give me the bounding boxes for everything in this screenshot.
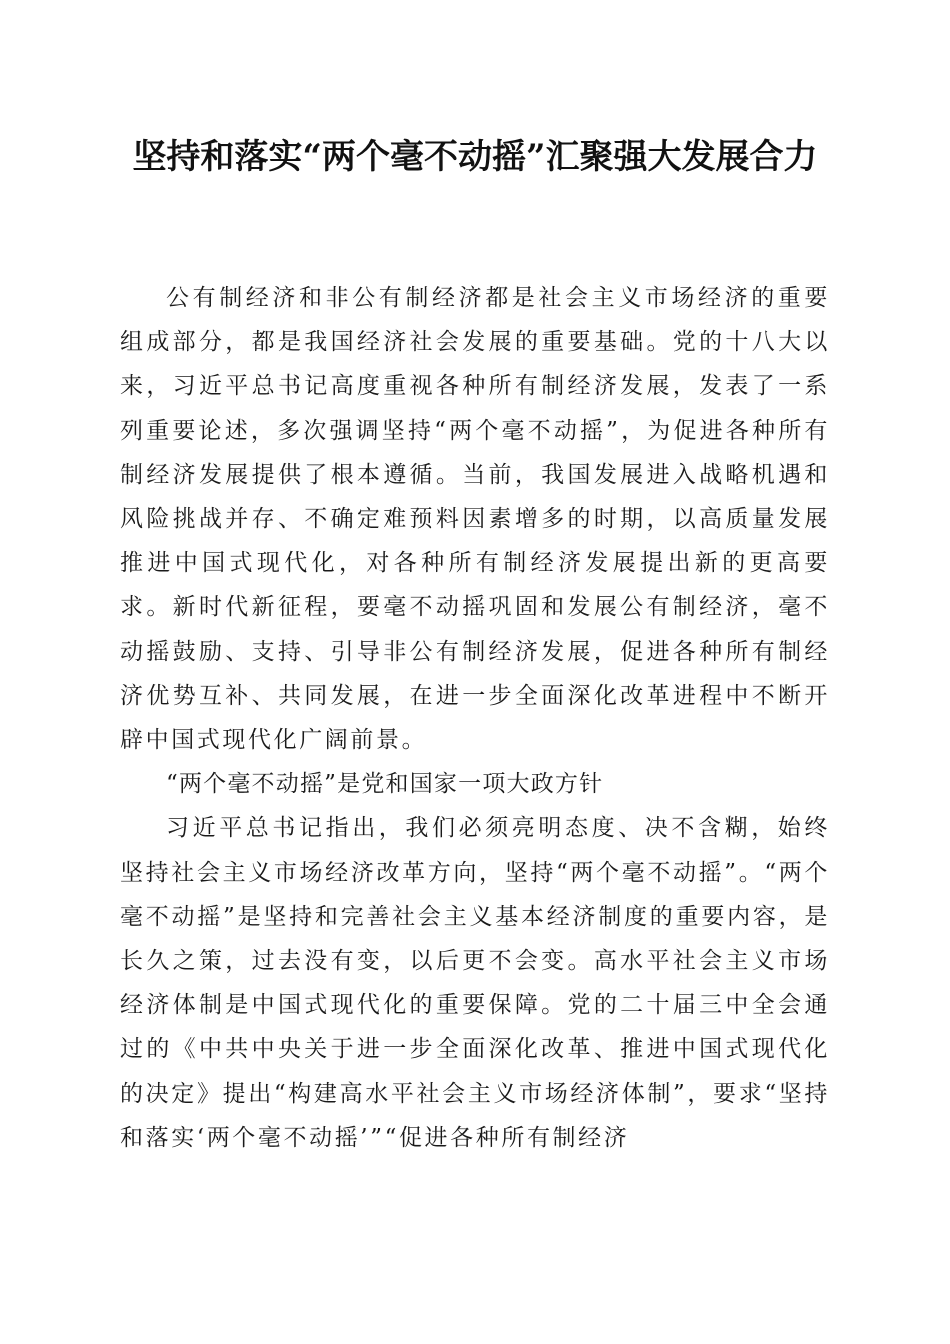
section-heading: “两个毫不动摇”是党和国家一项大政方针 xyxy=(166,771,604,798)
document-body xyxy=(120,276,830,1160)
paragraph-section-1: 习近平总书记指出，我们必须亮明态度、决不含糊，始终坚持社会主义市场经济改革方向，坚持“两个毫不动摇”。“两个毫不动摇”是坚持和完善社会主义基本经济制度的重要内容，是长久之策，过去没有变，以后更不会变。高水平社会主义市场经济体制是中国式现代化的重要保障。党的二十届三中全会通过的《中共中央关于进一步全面深化改革、推进中国式现代化的决定》提出“构建高水平社会主义市场经济体制”，要求“坚持和落实‘两个毫不动摇’”“促进各种所有制经济 xyxy=(120,815,830,1151)
paragraph-intro: 公有制经济和非公有制经济都是社会主义市场经济的重要组成部分，都是我国经济社会发展的重要基础。党的十八大以来，习近平总书记高度重视各种所有制经济发展，发表了一系列重要论述，多次强调坚持“两个毫不动摇”，为促进各种所有制经济发展提供了根本遵循。当前，我国发展进入战略机遇和风险挑战并存、不确定难预料因素增多的时期，以高质量发展推进中国式现代化，对各种所有制经济发展提出新的更高要求。新时代新征程，要毫不动摇巩固和发展公有制经济，毫不动摇鼓励、支持、引导非公有制经济发展，促进各种所有制经济优势互补、共同发展，在进一步全面深化改革进程中不断开辟中国式现代化广阔前景。 xyxy=(120,285,830,754)
document-title: 坚持和落实“两个毫不动摇”汇聚强大发展合力 xyxy=(132,137,818,177)
